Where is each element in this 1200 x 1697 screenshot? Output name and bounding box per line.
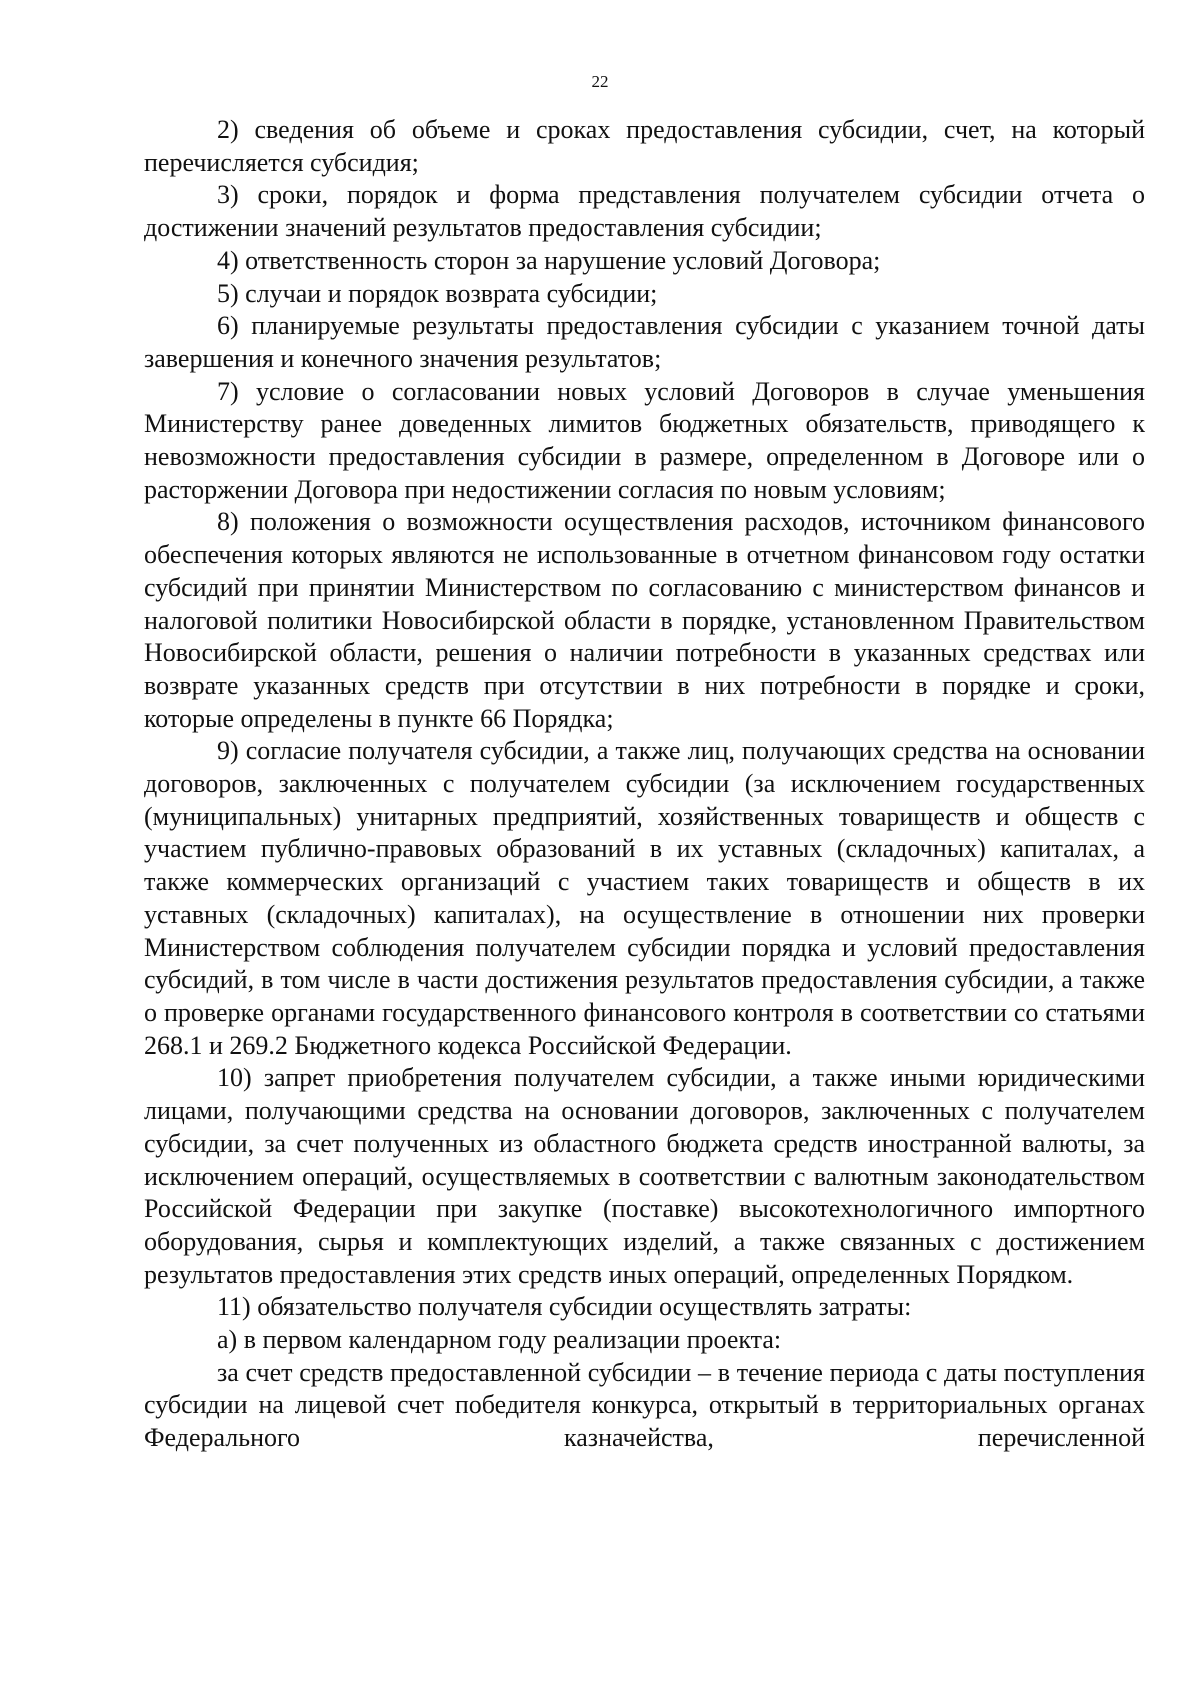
paragraph-item-4: 4) ответственность сторон за нарушение условий Договора; [217,245,881,275]
paragraph-subsidy-funds: за счет средств предоставленной субсидии – в течение периода с даты поступления субсидии на лицевой счет победителя конкурса, открытый в территориальных органах Федерального казначейства, перечисленной [144,1357,1145,1453]
paragraph-item-5: 5) случаи и порядок возврата субсидии; [217,278,658,308]
paragraph-item-2: 2) сведения об объеме и сроках предоставления субсидии, счет, на который перечисляется субсидия; [144,115,1145,177]
paragraph-item-9: 9) согласие получателя субсидии, а также лиц, получающих средства на основании договоров, заключенных с получателем субсидии (за исключением государственных (муниципальных) унитарных предприятий, хозяйственных товариществ и обществ с участием публично-правовых образований в их уставных (складочных) капиталах, а также коммерческих организаций с участием таких товариществ и обществ в их уставных (складочных) капиталах), на осуществление в отношении них проверки Министерством соблюдения получателем субсидии порядка и условий предоставления субсидий, в том числе в части достижения результатов предоставления субсидии, а также о проверке органами государственного финансового контроля в соответствии со статьями 268.1 и 269.2 Бюджетного кодекса Российской Федерации. [144,736,1145,1060]
paragraph-item-3: 3) сроки, порядок и форма представления получателем субсидии отчета о достижении значений результатов предоставления субсидии; [144,180,1145,243]
paragraph-item-8: 8) положения о возможности осуществления расходов, источником финансового обеспечения которых являются не использованные в отчетном финансовом году остатки субсидий при принятии Министерством по согласованию с министерством финансов и налоговой политики Новосибирской области в порядке, установленном Правительством Новосибирской области, решения о наличии потребности в указанных средствах или возврате указанных средств при отсутствии в них потребности в порядке и сроки, которые определены в пункте 66 Порядка; [144,507,1145,733]
document-body [144,114,1145,1455]
paragraph-item-7: 7) условие о согласовании новых условий Договоров в случае уменьшения Министерству ранее доведенных лимитов бюджетных обязательств, приводящего к невозможности предоставления субсидии в размере, определенном в Договоре или о расторжении Договора при недостижении согласия по новым условиям; [144,376,1145,504]
paragraph-item-11: 11) обязательство получателя субсидии осуществлять затраты: [217,1292,912,1322]
paragraph-item-6: 6) планируемые результаты предоставления субсидии с указанием точной даты завершения и конечного значения результатов; [144,311,1145,373]
paragraph-subitem-a: а) в первом календарном году реализации проекта: [217,1325,782,1355]
paragraph-item-10: 10) запрет приобретения получателем субсидии, а также иными юридическими лицами, получающими средства на основании договоров, заключенных с получателем субсидии, за счет полученных из областного бюджета средств иностранной валюты, за исключением операций, осуществляемых в соответствии с валютным законодательством Российской Федерации при закупке (поставке) высокотехнологичного импортного оборудования, сырья и комплектующих изделий, а также связанных с достижением результатов предоставления этих средств иных операций, определенных Порядком. [144,1063,1145,1289]
page-number: 22 [591,72,609,91]
